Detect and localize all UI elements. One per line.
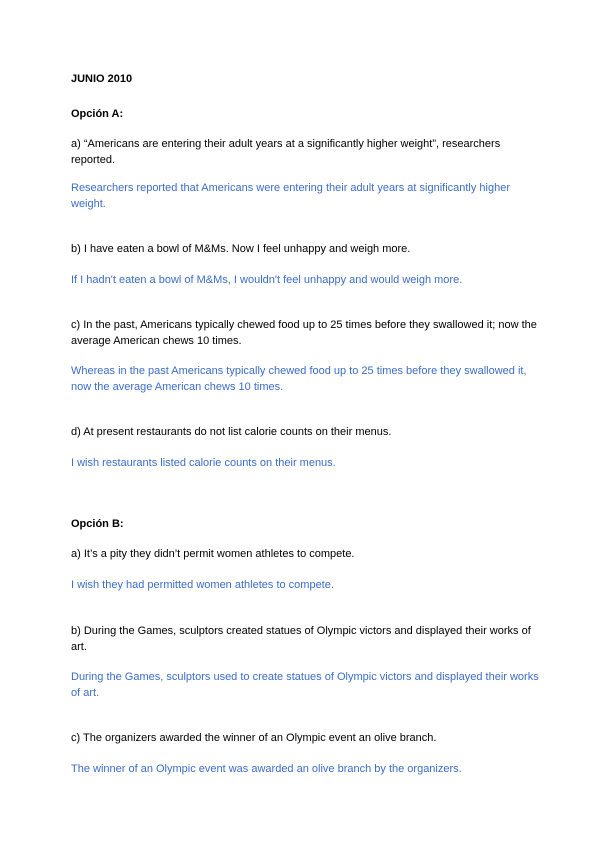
answer-a1: Researchers reported that Americans were entering their adult years at significantly higher weight. (71, 182, 511, 210)
question-b2: b) During the Games, sculptors created statues of Olympic victors and displayed their works of art. (71, 625, 531, 653)
question-a2: b) I have eaten a bowl of M&Ms. Now I feel unhappy and weigh more. (71, 243, 411, 255)
answer-a4: I wish restaurants listed calorie counts on their menus. (71, 457, 336, 469)
document-title: JUNIO 2010 (71, 73, 133, 85)
answer-b1: I wish they had permitted women athletes to compete. (71, 579, 334, 591)
answer-b3: The winner of an Olympic event was awarded an olive branch by the organizers. (71, 763, 462, 775)
answer-a3: Whereas in the past Americans typically chewed food up to 25 times before they swallowed it, now the average American chews 10 times. (71, 365, 527, 393)
answer-a2: If I hadn't eaten a bowl of M&Ms, I wouldn't feel unhappy and would weigh more. (71, 274, 463, 286)
question-a1: a) “Americans are entering their adult years at a significantly higher weight”, researchers reported. (71, 138, 501, 166)
question-b1: a) It’s a pity they didn’t permit women athletes to compete. (71, 548, 355, 560)
question-a4: d) At present restaurants do not list calorie counts on their menus. (71, 426, 392, 438)
question-b3: c) The organizers awarded the winner of an Olympic event an olive branch. (71, 732, 437, 744)
question-a3: c) In the past, Americans typically chewed food up to 25 times before they swallowed it; now the average American chews 10 times. (71, 319, 537, 347)
section-heading-opcion-a: Opción A: (71, 108, 124, 120)
answer-b2: During the Games, sculptors used to create statues of Olympic victors and displayed their works of art. (71, 671, 539, 699)
section-heading-opcion-b: Opción B: (71, 518, 124, 530)
